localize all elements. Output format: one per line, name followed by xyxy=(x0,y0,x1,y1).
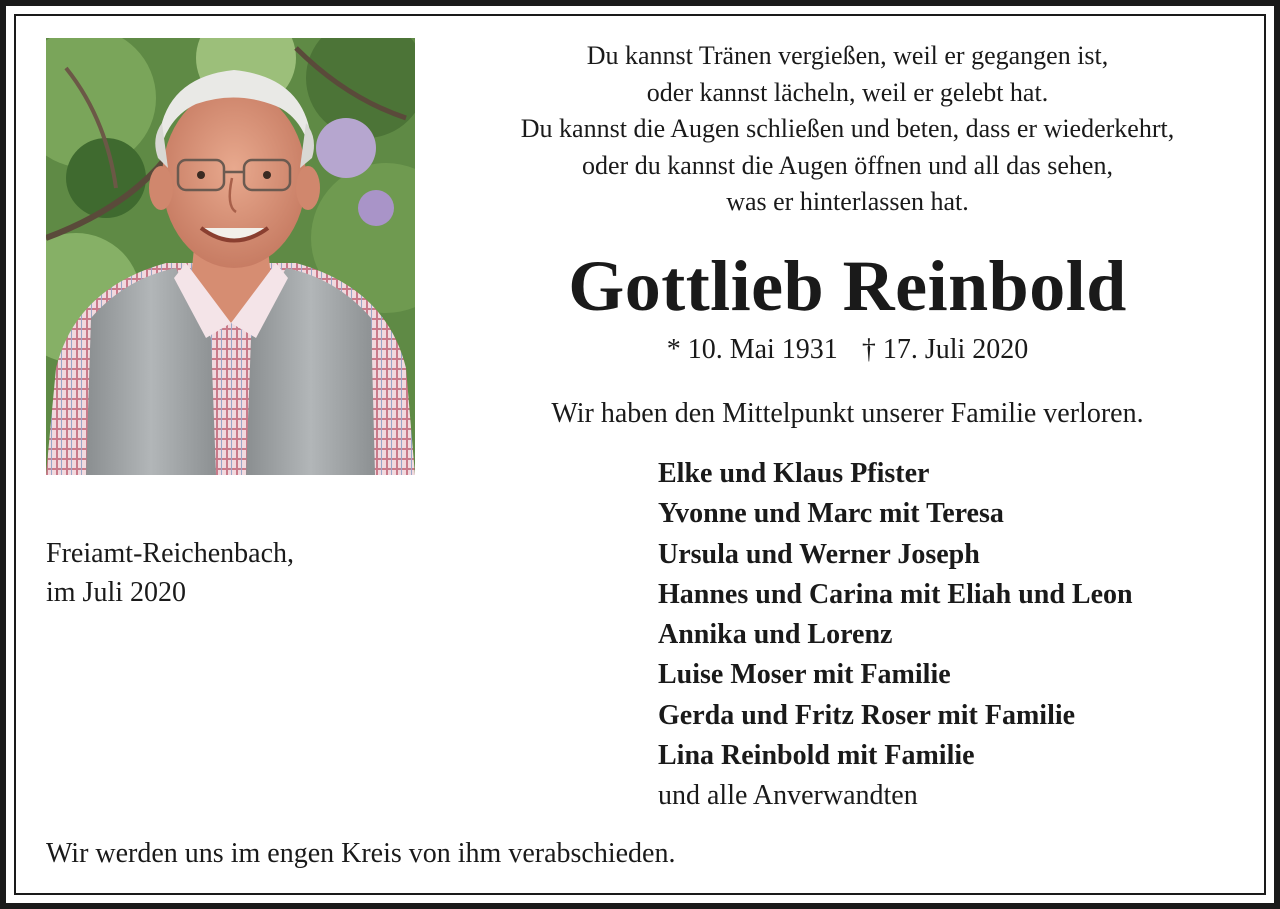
relatives-line: und alle Anverwandten xyxy=(658,780,918,812)
mourners-list xyxy=(658,454,1133,817)
poem-line: was er hinterlassen hat. xyxy=(726,187,969,216)
deceased-name: Gottlieb Reinbold xyxy=(568,246,1127,326)
mourner-entry: Luise Moser mit Familie xyxy=(658,659,951,691)
mourner-entry: Annika und Lorenz xyxy=(658,619,893,651)
mourner-entry: Yvonne und Marc mit Teresa xyxy=(658,498,1004,530)
poem-line: Du kannst Tränen vergießen, weil er gegangen ist, xyxy=(586,41,1109,70)
poem-line: oder du kannst die Augen öffnen und all das sehen, xyxy=(582,150,1113,180)
mourner-entry: Gerda und Fritz Roser mit Familie xyxy=(658,699,1076,731)
portrait-photo xyxy=(46,38,415,475)
mourner-entry: Hannes und Carina mit Eliah und Leon xyxy=(658,578,1133,610)
mourner-entry: Elke und Klaus Pfister xyxy=(658,458,930,489)
mourner-entry: Lina Reinbold mit Familie xyxy=(658,740,975,772)
death-date: † 17. Juli 2020 xyxy=(861,334,1029,365)
place-town: Freiamt-Reichenbach, xyxy=(46,538,295,569)
poem-line: oder kannst lächeln, weil er gelebt hat. xyxy=(646,77,1049,107)
place-and-date xyxy=(46,534,294,612)
birth-date: * 10. Mai 1931 xyxy=(666,334,838,365)
poem-line: Du kannst die Augen schließen und beten, dass er wiederkehrt, xyxy=(520,114,1175,143)
place-date: im Juli 2020 xyxy=(46,577,187,608)
mourner-entry: Ursula und Werner Joseph xyxy=(658,538,980,570)
closing-statement: Wir werden uns im engen Kreis von ihm verabschieden. xyxy=(46,838,676,869)
poem xyxy=(440,38,1255,221)
loss-statement: Wir haben den Mittelpunkt unserer Familie verloren. xyxy=(551,398,1144,429)
life-dates xyxy=(440,333,1255,367)
